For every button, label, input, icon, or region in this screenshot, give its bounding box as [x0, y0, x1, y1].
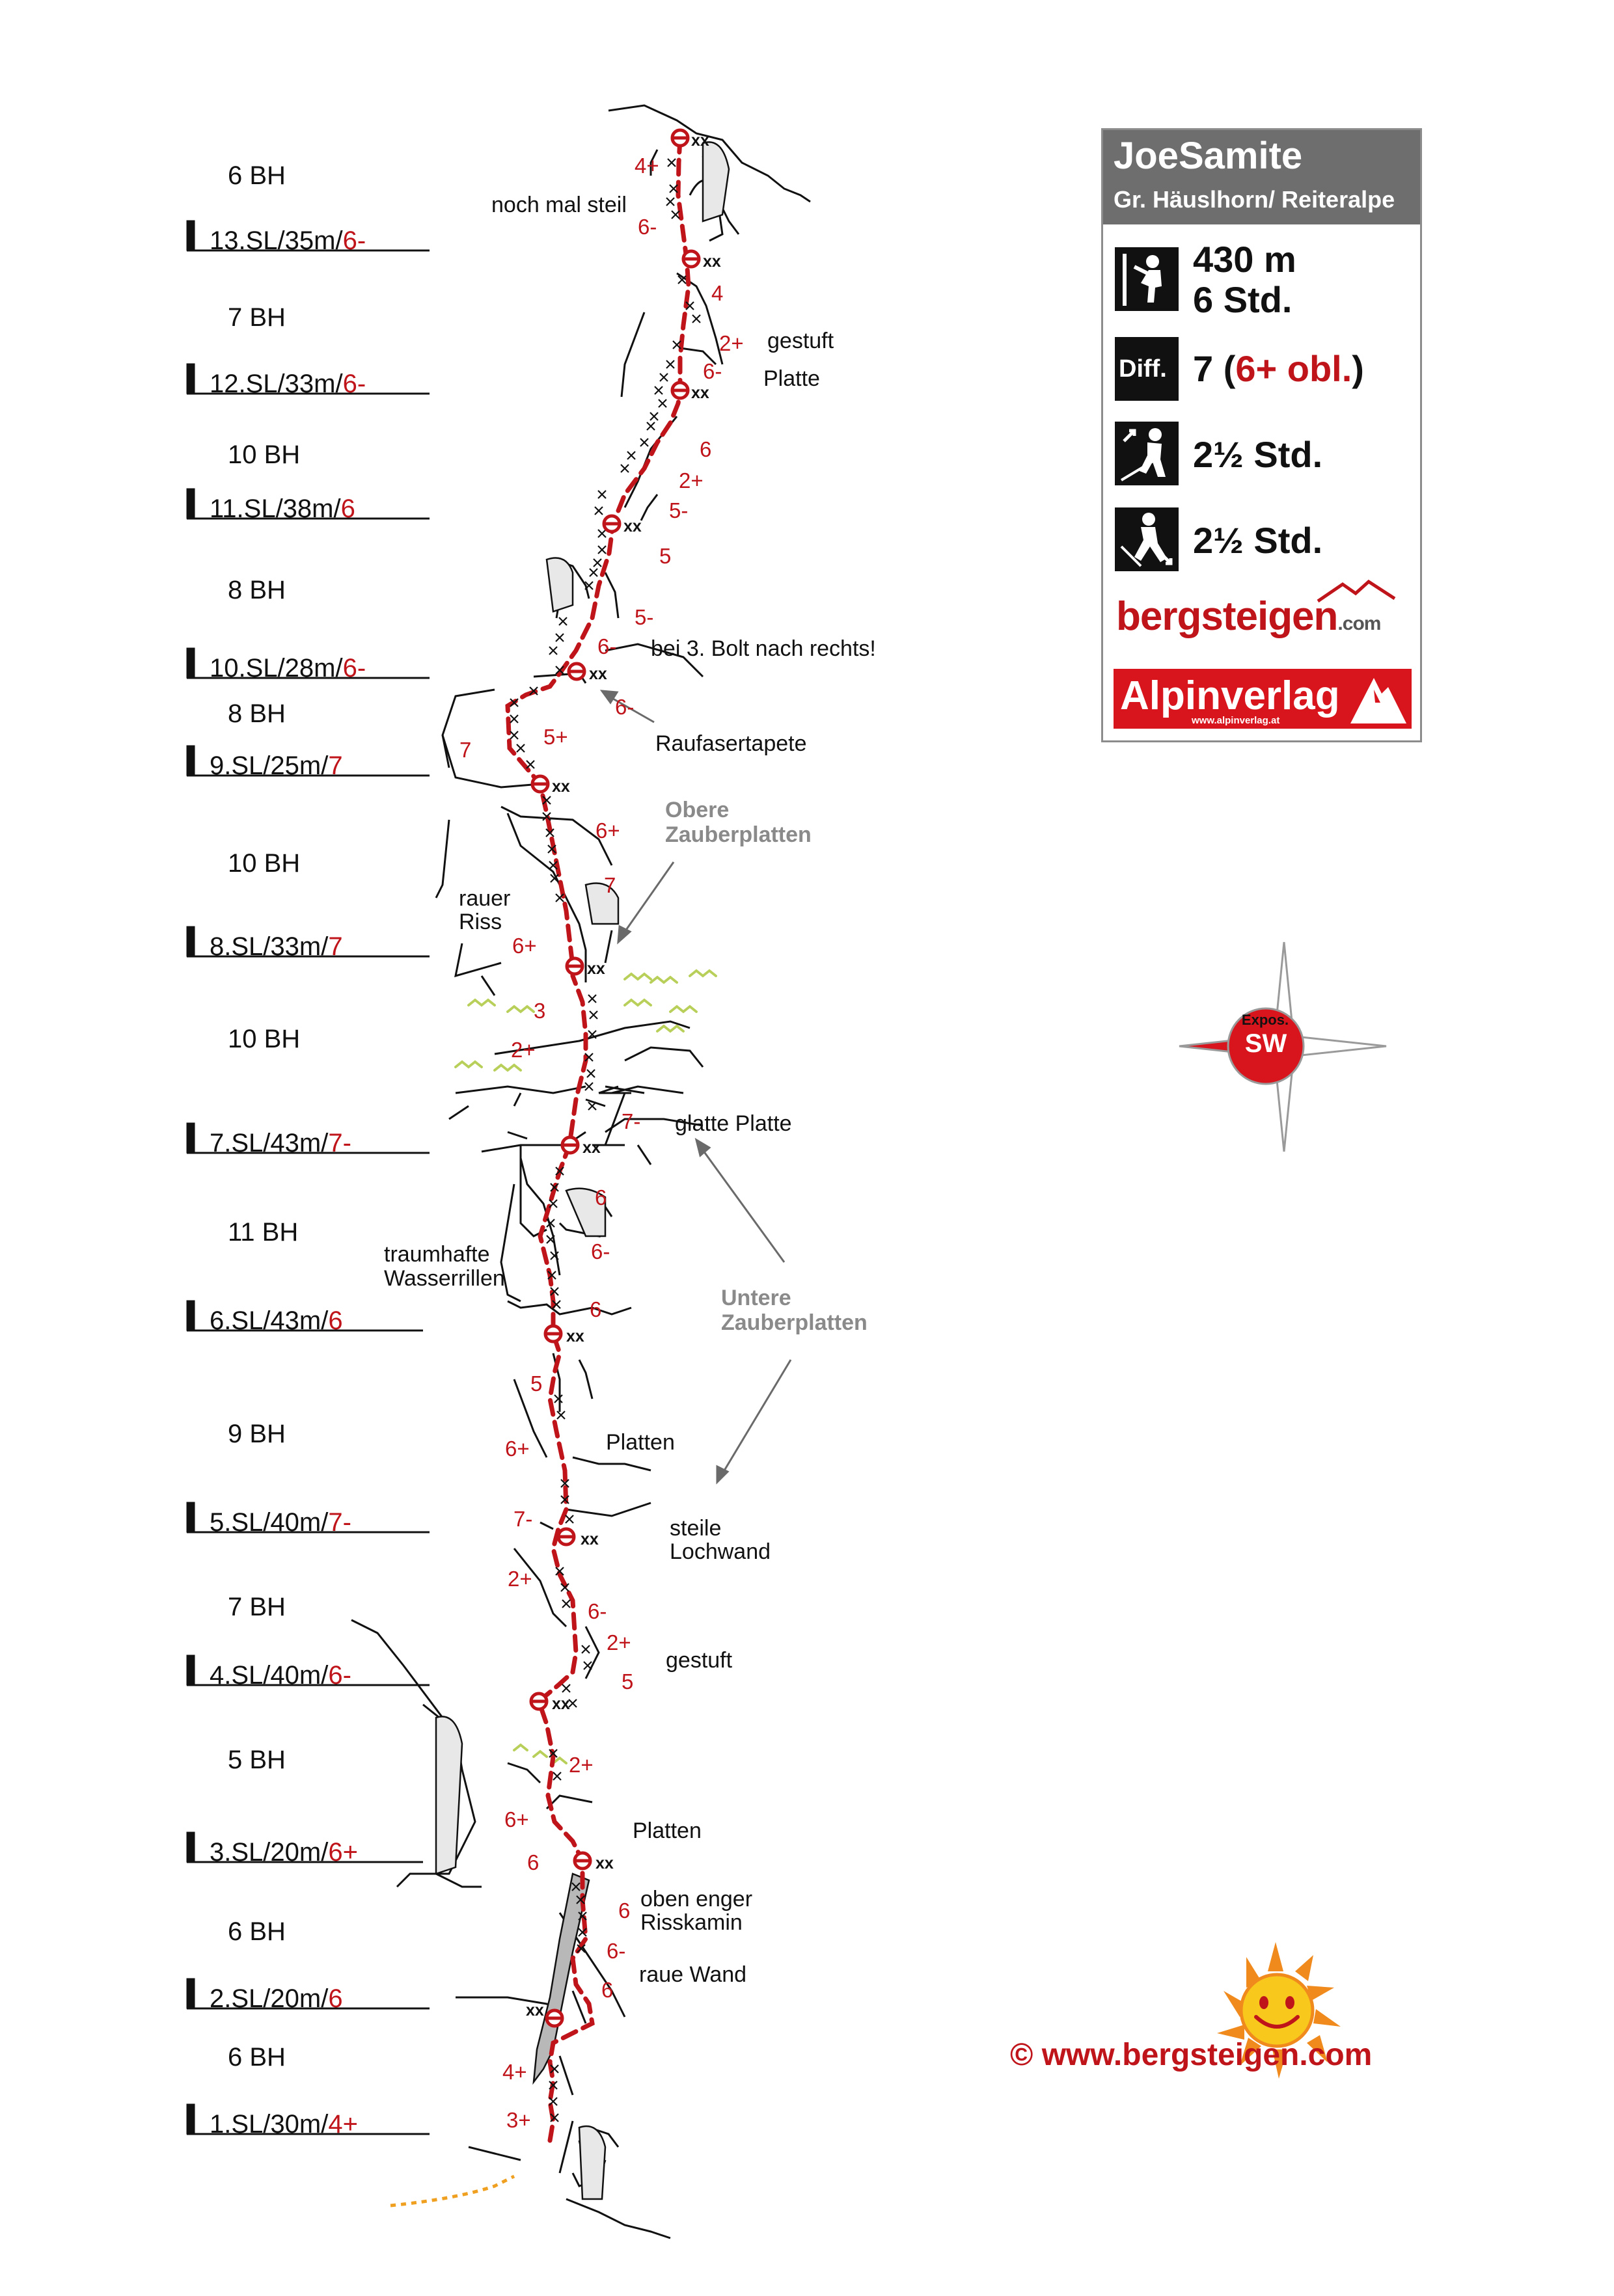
pitch-bolt-count: 10 BH [228, 849, 301, 878]
note-noch-mal-steil: noch mal steil [491, 193, 627, 217]
bolt-cross [627, 452, 635, 459]
route-grade: 2+ [511, 1038, 536, 1062]
note-riss: Riss [459, 910, 502, 934]
route-grade: 5 [622, 1669, 634, 1694]
route-grade: 3+ [506, 2108, 531, 2132]
pitch-marker-bar [187, 1123, 195, 1153]
bolt-cross [554, 1395, 562, 1403]
pitch-bolt-count: 7 BH [228, 1593, 286, 1621]
copyright-url: © www.bergsteigen.com [1010, 2038, 1373, 2072]
route-grade: 7 [459, 738, 472, 762]
route-name: JoeSamite [1114, 135, 1303, 177]
route-location: Gr. Häuslhorn/ Reiteralpe [1114, 186, 1395, 213]
anchor-mark: xx [691, 384, 709, 402]
difficulty-overall: 7 ( [1193, 348, 1236, 389]
pitch-label: 12.SL/33m/6- [210, 370, 366, 398]
bolt-cross [598, 491, 606, 498]
route-grade: 6 [527, 1850, 540, 1874]
route-grade: 3 [534, 999, 546, 1023]
pitch-label: 10.SL/28m/6- [210, 654, 366, 682]
alpinverlag-logo: Alpinverlag www.alpinverlag.at [1114, 669, 1412, 729]
zone-obere-line1: Obere [665, 798, 730, 822]
difficulty-obligatory: 6+ obl. [1235, 348, 1352, 389]
bolt-cross [659, 399, 666, 407]
bolt-cross [692, 315, 700, 323]
route-grade: 5 [530, 1371, 543, 1396]
pitch-bolt-count: 11 BH [228, 1218, 299, 1247]
route-grade: 6 [700, 437, 712, 461]
bolt-cross [595, 507, 603, 515]
bolt-cross [562, 1684, 570, 1692]
anchor-mark: xx [552, 777, 570, 796]
route-grade: 6- [607, 1939, 626, 1963]
pitch-marker-bar [187, 1979, 195, 2008]
bolt-cross [553, 1772, 561, 1780]
route-grade: 2+ [719, 331, 744, 355]
bolt-cross [584, 1662, 592, 1669]
anchor-mark: xx [623, 517, 642, 535]
bolt-cross [566, 1515, 573, 1523]
bolt-cross [598, 530, 606, 537]
anchor-mark: xx [552, 1695, 570, 1713]
bolt-cross [590, 569, 597, 576]
route-grade: 6- [588, 1599, 607, 1623]
note-raufasertapete: Raufasertapete [655, 731, 807, 756]
route-grade: 6 [601, 1978, 614, 2002]
pitch-label: 13.SL/35m/6- [210, 226, 366, 255]
note-glatte-platte: glatte Platte [675, 1111, 792, 1136]
bolt-cross [621, 465, 629, 472]
anchor-mark: xx [595, 1854, 614, 1872]
bolt-cross [650, 412, 658, 420]
climber-icon [1115, 247, 1179, 311]
note-bolt-right: bei 3. Bolt nach rechts! [651, 636, 876, 661]
bolt-cross [588, 1102, 596, 1110]
route-grade: 2+ [508, 1567, 532, 1591]
bolt-cross [556, 634, 564, 642]
bolt-cross [590, 1011, 597, 1019]
route-grade: 4+ [502, 2060, 527, 2084]
pitch-marker-bar [187, 2104, 195, 2134]
route-grade: 4 [711, 281, 724, 305]
pitch-marker-bar [187, 1301, 195, 1330]
note-platten-low: Platten [633, 1818, 702, 1843]
route-info-box [1101, 128, 1422, 742]
bolt-cross [588, 995, 596, 1003]
route-grade: 7- [622, 1109, 641, 1133]
bolt-cross [660, 373, 668, 381]
route-climb-time: 6 Std. [1193, 279, 1293, 320]
approach-icon [1115, 422, 1179, 485]
pitch-marker-bar [187, 746, 195, 776]
route-grade: 5+ [543, 725, 568, 749]
bolt-cross [655, 386, 663, 394]
route-grade: 6+ [504, 1807, 529, 1831]
bolt-cross [549, 647, 557, 655]
pitch-bolt-count: 9 BH [228, 1420, 286, 1448]
pitch-bolt-count: 8 BH [228, 576, 286, 604]
exposure-label: Expos. [1241, 1012, 1289, 1028]
pitch-label: 6.SL/43m/6 [210, 1306, 343, 1335]
note-platte-top: Platte [763, 366, 820, 391]
pitch-bolt-count: 10 BH [228, 1025, 301, 1053]
pitch-bolt-count: 6 BH [228, 2043, 286, 2072]
note-rauer: rauer [459, 886, 511, 911]
route-grade: 6 [618, 1898, 631, 1923]
bolt-cross [582, 1645, 590, 1653]
info-header [1103, 130, 1420, 224]
bolt-cross [585, 1083, 593, 1090]
route-grade: 6+ [505, 1437, 530, 1461]
exposure-direction: SW [1244, 1029, 1287, 1058]
bolt-cross [517, 744, 525, 752]
route-grade: 6- [597, 634, 617, 658]
route-grade: 5 [659, 544, 672, 568]
pitch-label: 7.SL/43m/7- [210, 1129, 351, 1157]
bolt-cross [672, 211, 679, 219]
bolt-cross [557, 1411, 565, 1419]
route-grade: 7 [604, 873, 616, 897]
route-grade: 4+ [635, 154, 659, 178]
pitch-marker-bar [187, 364, 195, 394]
anchor-mark: xx [581, 1530, 599, 1548]
pitch-label: 4.SL/40m/6- [210, 1661, 351, 1690]
anchor-mark: xx [566, 1327, 584, 1345]
route-grade: 2+ [569, 1753, 594, 1777]
route-grade: 6- [615, 695, 635, 719]
bolt-cross [666, 198, 674, 206]
note-gestuft-low: gestuft [666, 1648, 733, 1673]
route-grade: 6- [703, 359, 722, 383]
descent-icon [1115, 507, 1179, 571]
anchor-mark: xx [589, 665, 607, 683]
anchor-mark: xx [526, 2001, 544, 2019]
route-grade: 6 [590, 1297, 602, 1321]
route-grade: 7- [513, 1507, 533, 1531]
bolt-cross [549, 1200, 557, 1208]
bolt-cross [666, 360, 674, 368]
bolt-cross [510, 731, 518, 739]
anchor-mark: xx [691, 131, 709, 150]
route-difficulty [1193, 349, 1364, 389]
route-grade: 6+ [512, 934, 537, 958]
route-grade: 6- [591, 1239, 610, 1263]
pitch-bolt-count: 5 BH [228, 1746, 286, 1774]
route-length: 430 m [1193, 239, 1296, 280]
pitch-marker-bar [187, 489, 195, 519]
difficulty-close: ) [1352, 348, 1364, 389]
route-grade: 6+ [595, 818, 620, 843]
anchor-mark: xx [582, 1139, 601, 1157]
pitch-marker-bar [187, 1832, 195, 1862]
bolt-cross [562, 1600, 570, 1608]
bolt-cross [527, 761, 534, 768]
pitch-label: 5.SL/40m/7- [210, 1508, 351, 1537]
pitch-label: 1.SL/30m/4+ [210, 2110, 358, 2139]
note-gestuft-top: gestuft [767, 329, 834, 353]
difficulty-icon: Diff. [1115, 337, 1179, 401]
note-wasserrillen: Wasserrillen [384, 1266, 505, 1291]
pitch-marker-bar [187, 648, 195, 678]
pitch-bolt-count: 7 BH [228, 303, 286, 332]
note-risskamin: Risskamin [640, 1910, 743, 1935]
note-steile: steile [670, 1516, 722, 1541]
bolt-cross [640, 439, 648, 446]
note-oben-enger: oben enger [640, 1887, 753, 1911]
pitch-marker-bar [187, 926, 195, 956]
pitch-label: 8.SL/33m/7 [210, 932, 343, 961]
route-grade: 2+ [607, 1630, 631, 1654]
anchor-mark: xx [703, 252, 721, 271]
approach-time: 2½ Std. [1193, 434, 1323, 475]
note-lochwand: Lochwand [670, 1539, 771, 1564]
pitch-bolt-count: 6 BH [228, 161, 286, 190]
anchor-mark: xx [587, 960, 605, 978]
bolt-cross [647, 422, 655, 430]
bergsteigen-mountain-icon [1317, 579, 1408, 605]
bolt-cross [668, 159, 676, 167]
descent-time: 2½ Std. [1193, 520, 1323, 561]
approach-path [390, 2176, 514, 2206]
note-platten-mid: Platten [606, 1430, 675, 1455]
bergsteigen-logo: bergsteigen.com [1116, 594, 1381, 639]
note-raue-wand: raue Wand [639, 1962, 747, 1987]
pitch-bolt-count: 6 BH [228, 1917, 286, 1946]
bolt-cross [598, 546, 606, 554]
route-grade: 2+ [679, 468, 704, 493]
bolt-cross [510, 715, 518, 723]
pitch-marker-bar [187, 221, 195, 250]
pitch-label: 11.SL/38m/6 [210, 494, 355, 523]
pitch-label: 3.SL/20m/6+ [210, 1838, 358, 1867]
zone-obere-line2: Zauberplatten [665, 822, 812, 847]
pitch-bolt-count: 10 BH [228, 440, 301, 469]
bolt-cross [594, 559, 601, 567]
pitch-bolt-count: 8 BH [228, 699, 286, 728]
bolt-cross [587, 1070, 595, 1077]
note-traumhafte: traumhafte [384, 1242, 490, 1267]
zone-untere-line1: Untere [721, 1286, 791, 1310]
route-grade: 6 [595, 1185, 607, 1209]
route-grade: 5- [635, 605, 654, 629]
route-grade: 5- [669, 498, 689, 522]
pitch-label: 2.SL/20m/6 [210, 1984, 343, 2013]
route-grade: 6- [638, 215, 657, 239]
zone-untere-line2: Zauberplatten [721, 1310, 868, 1335]
pitch-label: 9.SL/25m/7 [210, 751, 343, 780]
pitch-marker-bar [187, 1502, 195, 1532]
bolt-cross [559, 617, 567, 625]
pitch-marker-bar [187, 1655, 195, 1685]
bolt-cross [549, 2098, 557, 2105]
